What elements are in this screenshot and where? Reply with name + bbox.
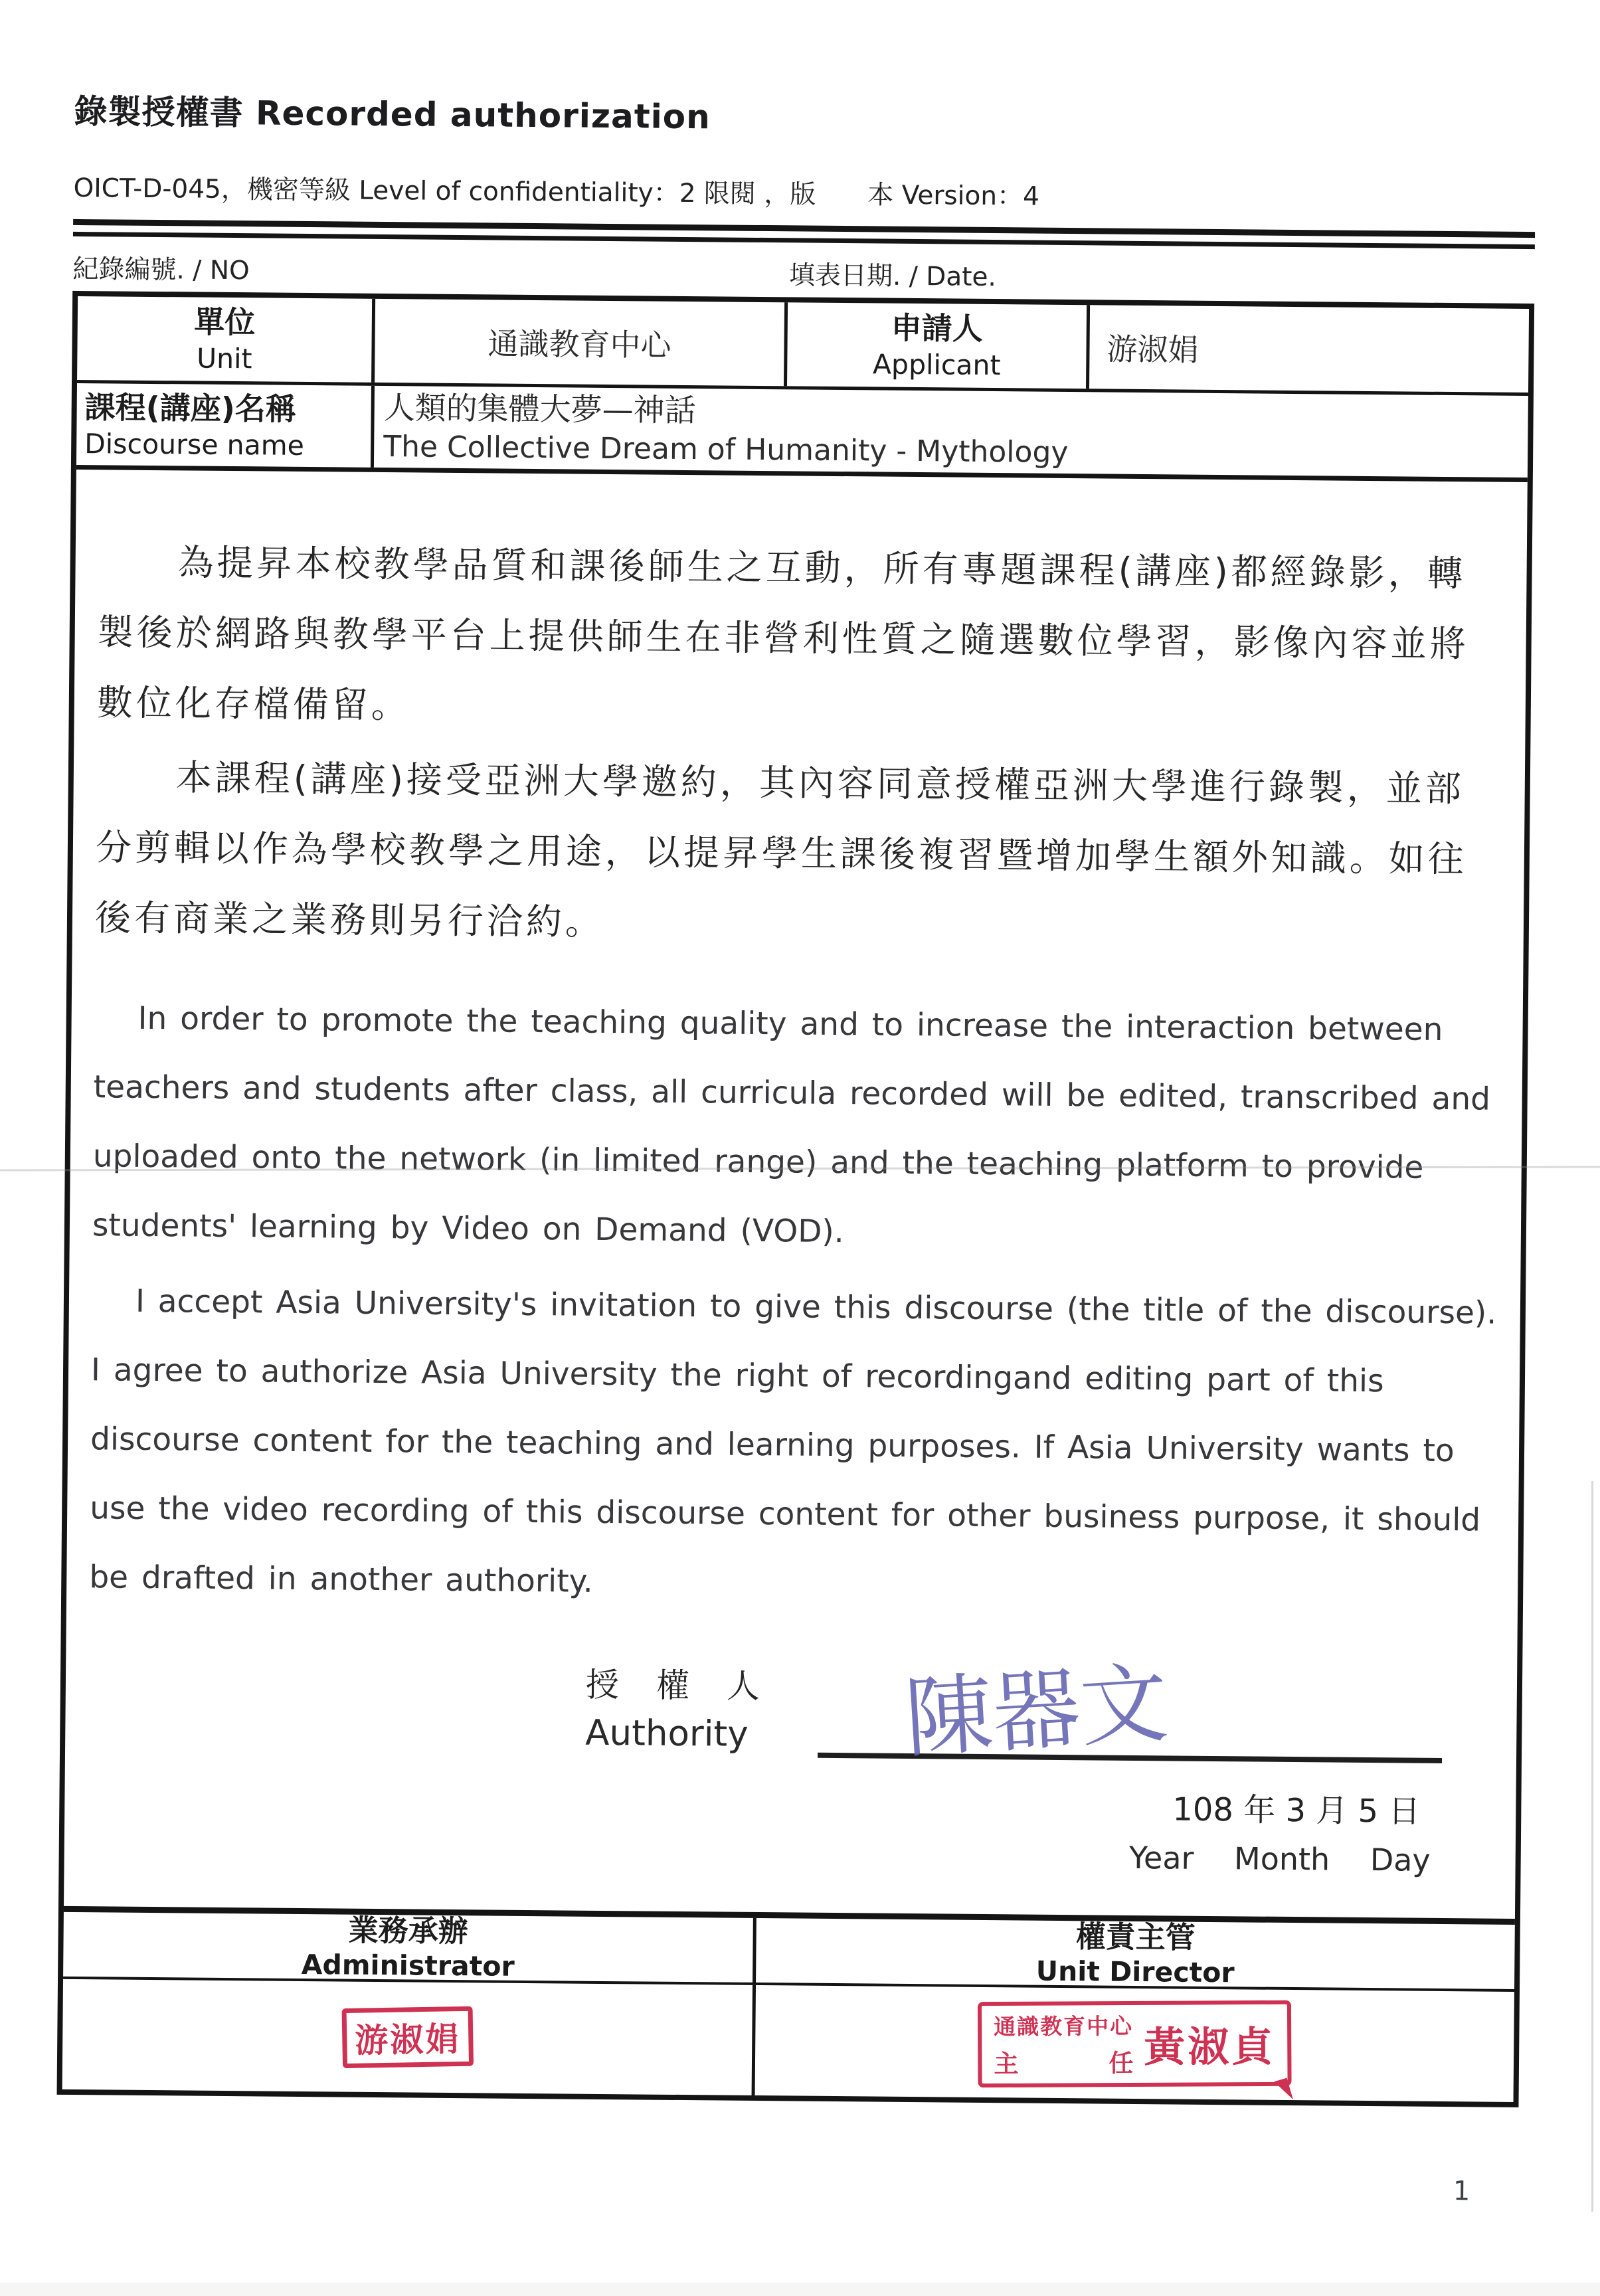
handwritten-signature: 陳器文 <box>901 1633 1171 1775</box>
administrator-header-cell <box>63 1912 753 1983</box>
page-number: 1 <box>1453 2176 1470 2206</box>
administrator-label-zh: 業務承辦 <box>348 1912 468 1949</box>
unit-director-label-en: Unit Director <box>1036 1954 1235 1989</box>
applicant-label-en: Applicant <box>873 347 1001 383</box>
unit-applicant-row <box>77 296 1529 393</box>
director-stamp-name: 黃淑貞 <box>1144 2013 1275 2073</box>
applicant-value: 游淑娟 <box>1107 325 1199 370</box>
en-paragraph-1: In order to promote the teaching quality and to increase the interaction between teachers and students after class, all curricula recorded will be edited, transcribed and uploaded onto the network (in limited range) and the teaching platform to provide students' learning by Video on Demand (VOD). <box>92 984 1502 1272</box>
signature-line <box>818 1641 1443 1763</box>
discourse-name-row <box>76 380 1528 478</box>
applicant-label-cell <box>784 302 1087 389</box>
director-stamp-title: 主 任 <box>994 2042 1133 2079</box>
applicant-label-zh: 申請人 <box>891 309 984 348</box>
unit-value-cell <box>371 299 784 386</box>
agreement-body-cell <box>64 465 1528 1919</box>
approval-stamp-row <box>62 1977 1514 2102</box>
unit-director-label-zh: 權責主管 <box>1075 1919 1195 1956</box>
administrator-stamp-cell <box>62 1979 753 2095</box>
discourse-title-en: The Collective Dream of Humanity - Mythology <box>383 428 1069 472</box>
unit-director-header-cell <box>753 1918 1515 1989</box>
discourse-label-zh: 課程(講座)名稱 <box>84 388 296 428</box>
meta-row <box>72 248 1534 293</box>
chinese-paragraphs <box>95 527 1506 965</box>
scan-edge-shadow <box>1591 1481 1593 2212</box>
version-text: 本 Version：4 <box>867 180 1039 211</box>
authority-signature-block <box>585 1639 1443 1763</box>
director-stamp-left <box>994 2008 1134 2079</box>
director-stamp-org: 通識教育中心 <box>994 2008 1133 2040</box>
confidentiality-line <box>73 167 1535 217</box>
discourse-label-en: Discourse name <box>84 426 304 463</box>
signature-date: 108 年 3 月 5 日 <box>87 1774 1495 1832</box>
zh-paragraph-2: 本課程(講座)接受亞洲大學邀約，其內容同意授權亞洲大學進行錄製，並部分剪輯以作為學校教學之用途，以提昇學生課後複習暨增加學生額外知識。如往後有商業之業務則另行洽約。 <box>95 742 1504 965</box>
administrator-name-stamp: 游淑娟 <box>341 2006 474 2068</box>
authority-label-en: Authority <box>585 1713 818 1755</box>
stamp-tail-mark <box>1274 2077 1293 2103</box>
unit-value: 通識教育中心 <box>488 319 671 365</box>
discourse-value-cell <box>371 386 1528 478</box>
english-paragraphs <box>89 984 1502 1624</box>
discourse-title-zh: 人類的集體大夢—神話 <box>383 389 696 431</box>
record-number-label: 紀錄編號. / NO <box>72 254 250 286</box>
administrator-label-en: Administrator <box>302 1948 515 1983</box>
double-rule-divider <box>73 219 1535 249</box>
discourse-label-cell <box>76 383 371 468</box>
authority-label-zh: 授權人 <box>586 1658 819 1708</box>
zh-paragraph-1: 為提昇本校教學品質和課後師生之互動，所有專題課程(講座)都經錄影，轉製後於網路與教學平台上提供師生在非營利性質之隨選數位學習，影像內容並將數位化存檔備留。 <box>96 527 1506 750</box>
unit-label-cell <box>77 296 372 383</box>
applicant-value-cell <box>1086 305 1529 393</box>
confidentiality-text: OICT-D-045，機密等級 Level of confidentiality：2 限閱 ，版 <box>73 173 816 210</box>
approval-header-row <box>63 1906 1515 1989</box>
document-title: 錄製授權書 Recorded authorization <box>74 85 1536 145</box>
unit-label-en: Unit <box>197 341 252 377</box>
unit-director-stamp-cell <box>752 1985 1514 2102</box>
form-table <box>57 291 1535 2107</box>
authority-label <box>585 1658 818 1758</box>
unit-label-zh: 單位 <box>194 303 256 342</box>
signature-date-caption: Year Month Day <box>87 1830 1494 1878</box>
fill-date-label: 填表日期. / Date. <box>789 254 996 294</box>
unit-director-name-stamp <box>978 2000 1292 2087</box>
en-paragraph-2: I accept Asia University's invitation to give this discourse (the title of the discourse). I agree to authorize Asia University the right of recordingand editing part of this discourse content for the teaching and learning purposes. If Asia University wants to use the video recording of this discourse content for other business purpose, it should be drafted in another authority. <box>89 1267 1499 1624</box>
